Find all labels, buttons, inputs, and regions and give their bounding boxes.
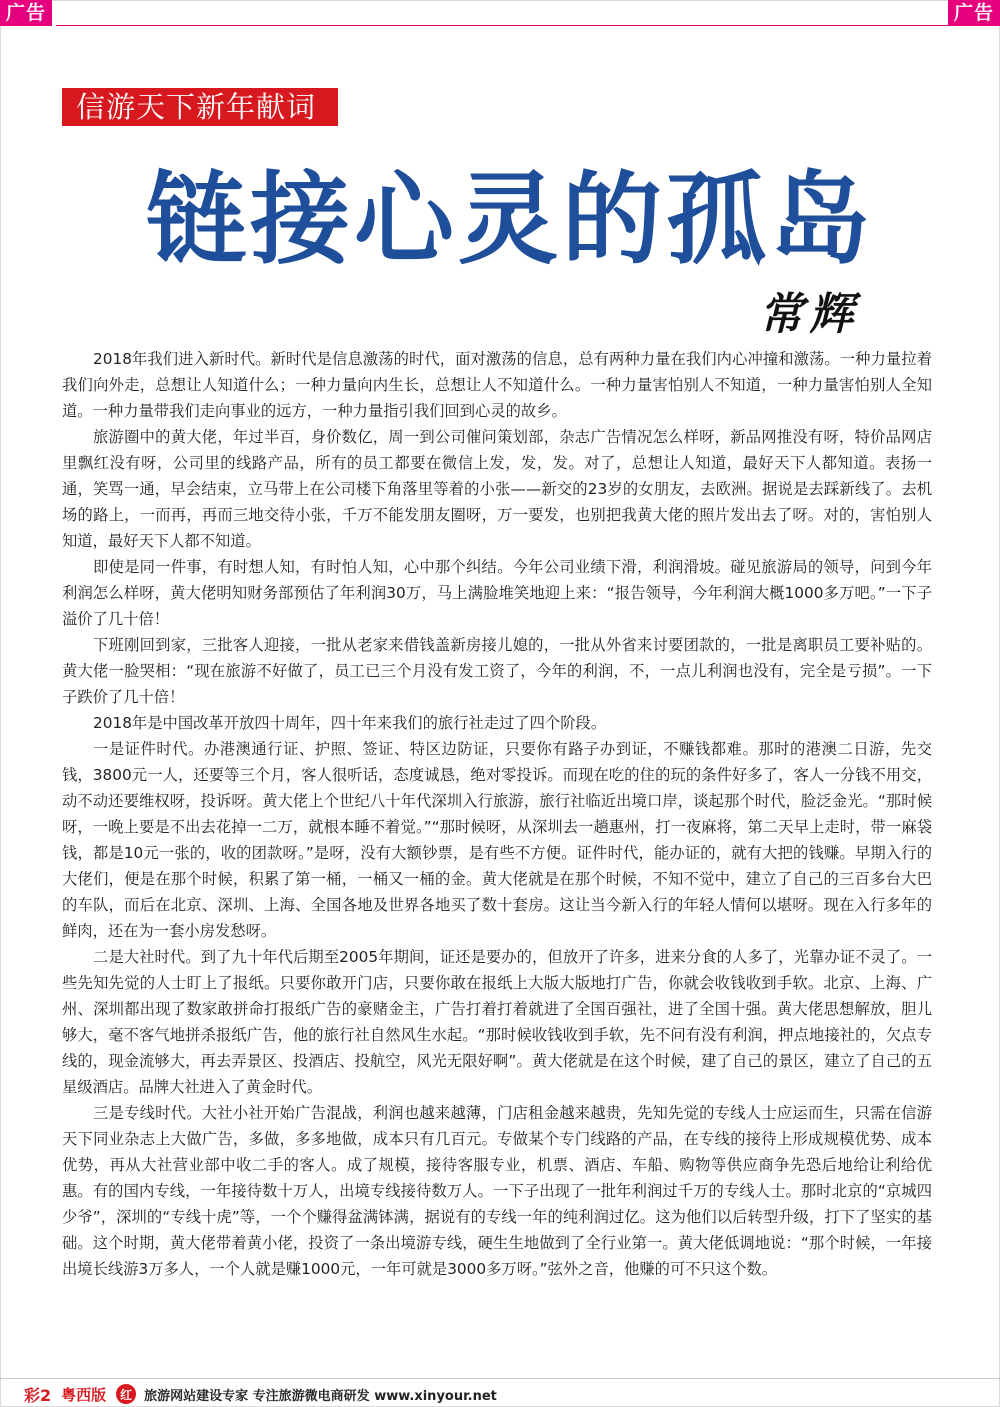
ad-tag-left: 广告 xyxy=(0,0,52,26)
article-title: 链接心灵的孤岛 xyxy=(146,161,874,278)
article-paragraph: 2018年是中国改革开放四十周年，四十年来我们的旅行社走过了四个阶段。 xyxy=(93,714,607,732)
ad-tag-right: 广告 xyxy=(948,0,1000,26)
brand-logo-icon: 红 xyxy=(116,1384,136,1404)
footer-rule xyxy=(0,1378,1000,1379)
article-paragraph: 一是证件时代。办港澳通行证、护照、签证、特区边防证，只要你有路子办到证，不赚钱都难。那时的港澳二日游，先交钱，3800元一人，还要等三个月，客人很听话，态度诚恳，绝对零投诉。而现在吃的住的玩的条件好多了，客人一分钱不用交，动不动还要维权呀，投诉呀。黄大佬上个世纪八十年代深圳入行旅游，旅行社临近出境口岸，谈起那个时代，脸泛金光。“那时候呀，一晚上要是不出去花掉一二万，就根本睡不着觉。”“那时候呀，从深圳去一趟惠州，打一夜麻将，第二天早上走时，带一麻袋钱，都是10元一张的，收的团款呀。”是呀，没有大额钞票，是有些不方便。证件时代，能办证的，就有大把的钱赚。早期入行的大佬们，便是在那个时候，积累了第一桶，一桶又一桶的金。黄大佬就是在那个时候，不知不觉中，建立了自己的三百多台大巴的车队，而后在北京、深圳、上海、全国各地及世界各地买了数十套房。这让当今新入行的年轻人情何以堪呀。现在入行多年的鲜肉，还在为一套小房发愁呀。 xyxy=(62,740,932,940)
article-body xyxy=(62,346,932,1282)
article-paragraph: 即使是同一件事，有时想人知，有时怕人知，心中那个纠结。今年公司业绩下滑，利润滑坡。碰见旅游局的领导，问到今年利润怎么样呀，黄大佬明知财务部预估了年利润30万，马上满脸堆笑地迎上来：“报告领导，今年利润大概1000多万吧。”一下子溢价了几十倍！ xyxy=(62,558,932,628)
page-number: 彩2 xyxy=(24,1385,52,1405)
author-signature: 常辉 xyxy=(756,289,870,340)
article-paragraph: 二是大社时代。到了九十年代后期至2005年期间，证还是要办的，但放开了许多，进来分食的人多了，光靠办证不灵了。一些先知先觉的人士盯上了报纸。只要你敢开门店，只要你敢在报纸上大版大版地打广告，你就会收钱收到手软。北京、上海、广州、深圳都出现了数家敢拼命打报纸广告的豪赌金主，广告打着打着就进了全国百强社，进了全国十强。黄大佬思想解放，胆儿够大，毫不客气地拼杀报纸广告，他的旅行社自然风生水起。“那时候收钱收到手软，先不问有没有利润，押点地接社的，欠点专线的，现金流够大，再去弄景区、投酒店、投航空，风光无限好啊”。黄大佬就是在这个时候，建了自己的景区，建立了自己的五星级酒店。品牌大社进入了黄金时代。 xyxy=(62,948,932,1096)
article-paragraph: 三是专线时代。大社小社开始广告混战，利润也越来越薄，门店租金越来越贵，先知先觉的专线人士应运而生，只需在信游天下同业杂志上大做广告，多做，多多地做，成本只有几百元。专做某个专门线路的产品，在专线的接待上形成规模优势、成本优势，再从大社营业部中收二手的客人。成了规模，接待客服专业，机票、酒店、车船、购物等供应商争先恐后地给让利给优惠。有的国内专线，一年接待数十万人，出境专线接待数万人。一下子出现了一批年利润过千万的专线人士。那时北京的“京城四少爷”，深圳的“专线十虎”等，一个个赚得盆满钵满，据说有的专线一年的纯利润过亿。这为他们以后转型升级，打下了坚实的基础。这个时期，黄大佬带着黄小佬，投资了一条出境游专线，硬生生地做到了全行业第一。黄大佬低调地说：“那个时候，一年接出境长线游3万多人，一个人就是赚1000元，一年可就是3000多万呀。”弦外之音，他赚的可不只这个数。 xyxy=(62,1104,932,1278)
article-paragraph: 2018年我们进入新时代。新时代是信息激荡的时代，面对激荡的信息，总有两种力量在我们内心冲撞和激荡。一种力量拉着我们向外走，总想让人知道什么；一种力量向内生长，总想让人不知道什么。一种力量害怕别人不知道，一种力量害怕别人全知道。一种力量带我们走向事业的远方，一种力量指引我们回到心灵的故乡。 xyxy=(62,350,932,420)
page-footer xyxy=(24,1383,497,1405)
article-paragraph: 下班刚回到家，三批客人迎接，一批从老家来借钱盖新房接儿媳的，一批从外省来讨要团款的，一批是离职员工要补贴的。黄大佬一脸哭相：“现在旅游不好做了，员工已三个月没有发工资了，今年的利润，不，一点儿利润也没有，完全是亏损”。一下子跌价了几十倍！ xyxy=(62,636,932,706)
footer-slogan: 旅游网站建设专家 专注旅游微电商研发 www.xinyour.net xyxy=(144,1388,497,1404)
section-label: 信游天下新年献词 xyxy=(62,88,338,126)
article-paragraph: 旅游圈中的黄大佬，年过半百，身价数亿，周一到公司催问策划部，杂志广告情况怎么样呀，新品网推没有呀，特价品网店里飘红没有呀，公司里的线路产品，所有的员工都要在微信上发，发，发。对了，总想让人知道，最好天下人都知道。表扬一通，笑骂一通，早会结束，立马带上在公司楼下角落里等着的小张——新交的23岁的女朋友，去欧洲。据说是去踩新线了。去机场的路上，一而再，再而三地交待小张，千万不能发朋友圈呀，万一要发，也别把我黄大佬的照片发出去了呀。对的，害怕别人知道，最好天下人都不知道。 xyxy=(62,428,932,550)
header-rule xyxy=(56,25,952,26)
edition-label: 粤西版 xyxy=(61,1385,107,1404)
